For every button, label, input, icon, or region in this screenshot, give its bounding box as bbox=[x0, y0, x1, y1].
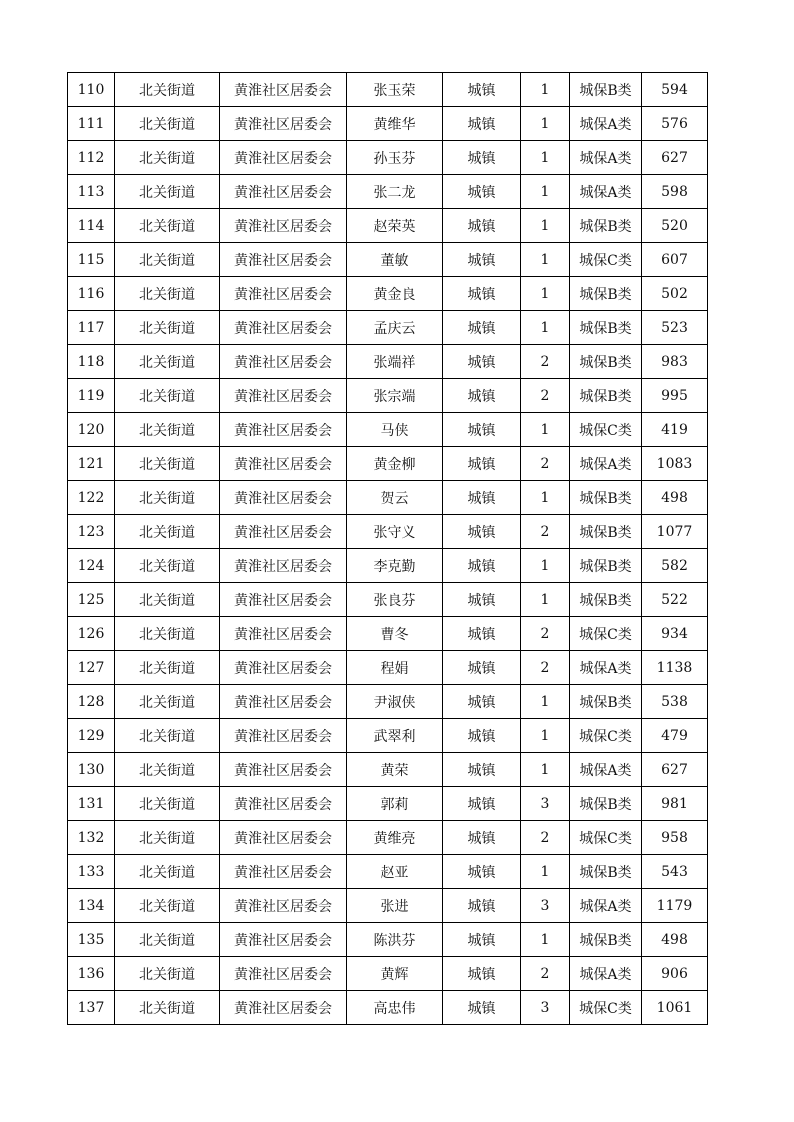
amount-cell: 983 bbox=[642, 345, 708, 379]
category-cell: 城保B类 bbox=[570, 73, 642, 107]
street-cell: 北关街道 bbox=[115, 617, 220, 651]
seq-cell: 120 bbox=[68, 413, 115, 447]
amount-cell: 576 bbox=[642, 107, 708, 141]
household-count-cell: 1 bbox=[521, 753, 570, 787]
committee-cell: 黄淮社区居委会 bbox=[220, 549, 347, 583]
area-cell: 城镇 bbox=[443, 685, 521, 719]
name-cell: 张守义 bbox=[347, 515, 443, 549]
table-row bbox=[68, 821, 708, 855]
committee-cell: 黄淮社区居委会 bbox=[220, 345, 347, 379]
amount-cell: 1138 bbox=[642, 651, 708, 685]
name-cell: 高忠伟 bbox=[347, 991, 443, 1025]
street-cell: 北关街道 bbox=[115, 583, 220, 617]
category-cell: 城保C类 bbox=[570, 413, 642, 447]
amount-cell: 981 bbox=[642, 787, 708, 821]
seq-cell: 114 bbox=[68, 209, 115, 243]
name-cell: 贺云 bbox=[347, 481, 443, 515]
street-cell: 北关街道 bbox=[115, 957, 220, 991]
street-cell: 北关街道 bbox=[115, 923, 220, 957]
committee-cell: 黄淮社区居委会 bbox=[220, 515, 347, 549]
table-row bbox=[68, 73, 708, 107]
name-cell: 张端祥 bbox=[347, 345, 443, 379]
name-cell: 张进 bbox=[347, 889, 443, 923]
household-count-cell: 2 bbox=[521, 617, 570, 651]
committee-cell: 黄淮社区居委会 bbox=[220, 991, 347, 1025]
area-cell: 城镇 bbox=[443, 991, 521, 1025]
street-cell: 北关街道 bbox=[115, 685, 220, 719]
committee-cell: 黄淮社区居委会 bbox=[220, 787, 347, 821]
household-count-cell: 1 bbox=[521, 243, 570, 277]
area-cell: 城镇 bbox=[443, 243, 521, 277]
street-cell: 北关街道 bbox=[115, 107, 220, 141]
household-count-cell: 1 bbox=[521, 141, 570, 175]
area-cell: 城镇 bbox=[443, 379, 521, 413]
data-table bbox=[67, 72, 708, 1025]
seq-cell: 136 bbox=[68, 957, 115, 991]
seq-cell: 112 bbox=[68, 141, 115, 175]
area-cell: 城镇 bbox=[443, 549, 521, 583]
amount-cell: 627 bbox=[642, 141, 708, 175]
committee-cell: 黄淮社区居委会 bbox=[220, 107, 347, 141]
area-cell: 城镇 bbox=[443, 481, 521, 515]
street-cell: 北关街道 bbox=[115, 719, 220, 753]
category-cell: 城保B类 bbox=[570, 515, 642, 549]
area-cell: 城镇 bbox=[443, 889, 521, 923]
category-cell: 城保A类 bbox=[570, 753, 642, 787]
amount-cell: 582 bbox=[642, 549, 708, 583]
seq-cell: 124 bbox=[68, 549, 115, 583]
amount-cell: 1061 bbox=[642, 991, 708, 1025]
category-cell: 城保C类 bbox=[570, 821, 642, 855]
table-row bbox=[68, 311, 708, 345]
household-count-cell: 1 bbox=[521, 413, 570, 447]
amount-cell: 479 bbox=[642, 719, 708, 753]
seq-cell: 119 bbox=[68, 379, 115, 413]
committee-cell: 黄淮社区居委会 bbox=[220, 73, 347, 107]
category-cell: 城保B类 bbox=[570, 345, 642, 379]
seq-cell: 135 bbox=[68, 923, 115, 957]
amount-cell: 607 bbox=[642, 243, 708, 277]
category-cell: 城保B类 bbox=[570, 277, 642, 311]
committee-cell: 黄淮社区居委会 bbox=[220, 651, 347, 685]
category-cell: 城保C类 bbox=[570, 719, 642, 753]
name-cell: 张玉荣 bbox=[347, 73, 443, 107]
area-cell: 城镇 bbox=[443, 311, 521, 345]
seq-cell: 132 bbox=[68, 821, 115, 855]
seq-cell: 137 bbox=[68, 991, 115, 1025]
area-cell: 城镇 bbox=[443, 957, 521, 991]
amount-cell: 502 bbox=[642, 277, 708, 311]
table-row bbox=[68, 345, 708, 379]
name-cell: 孙玉芬 bbox=[347, 141, 443, 175]
name-cell: 郭莉 bbox=[347, 787, 443, 821]
household-count-cell: 1 bbox=[521, 311, 570, 345]
committee-cell: 黄淮社区居委会 bbox=[220, 141, 347, 175]
seq-cell: 133 bbox=[68, 855, 115, 889]
table-row bbox=[68, 753, 708, 787]
table-row bbox=[68, 787, 708, 821]
table-row bbox=[68, 719, 708, 753]
street-cell: 北关街道 bbox=[115, 345, 220, 379]
street-cell: 北关街道 bbox=[115, 175, 220, 209]
category-cell: 城保B类 bbox=[570, 787, 642, 821]
name-cell: 黄荣 bbox=[347, 753, 443, 787]
seq-cell: 125 bbox=[68, 583, 115, 617]
category-cell: 城保C类 bbox=[570, 243, 642, 277]
category-cell: 城保A类 bbox=[570, 107, 642, 141]
household-count-cell: 2 bbox=[521, 957, 570, 991]
seq-cell: 113 bbox=[68, 175, 115, 209]
name-cell: 尹淑侠 bbox=[347, 685, 443, 719]
street-cell: 北关街道 bbox=[115, 311, 220, 345]
amount-cell: 1083 bbox=[642, 447, 708, 481]
amount-cell: 958 bbox=[642, 821, 708, 855]
category-cell: 城保B类 bbox=[570, 379, 642, 413]
name-cell: 武翠利 bbox=[347, 719, 443, 753]
street-cell: 北关街道 bbox=[115, 413, 220, 447]
committee-cell: 黄淮社区居委会 bbox=[220, 447, 347, 481]
committee-cell: 黄淮社区居委会 bbox=[220, 923, 347, 957]
table-row bbox=[68, 277, 708, 311]
amount-cell: 543 bbox=[642, 855, 708, 889]
name-cell: 赵荣英 bbox=[347, 209, 443, 243]
seq-cell: 110 bbox=[68, 73, 115, 107]
household-count-cell: 1 bbox=[521, 209, 570, 243]
committee-cell: 黄淮社区居委会 bbox=[220, 277, 347, 311]
table-row bbox=[68, 991, 708, 1025]
amount-cell: 627 bbox=[642, 753, 708, 787]
table-row bbox=[68, 617, 708, 651]
street-cell: 北关街道 bbox=[115, 141, 220, 175]
area-cell: 城镇 bbox=[443, 753, 521, 787]
amount-cell: 498 bbox=[642, 481, 708, 515]
seq-cell: 111 bbox=[68, 107, 115, 141]
street-cell: 北关街道 bbox=[115, 209, 220, 243]
table-row bbox=[68, 447, 708, 481]
committee-cell: 黄淮社区居委会 bbox=[220, 583, 347, 617]
street-cell: 北关街道 bbox=[115, 481, 220, 515]
name-cell: 陈洪芬 bbox=[347, 923, 443, 957]
area-cell: 城镇 bbox=[443, 73, 521, 107]
committee-cell: 黄淮社区居委会 bbox=[220, 175, 347, 209]
committee-cell: 黄淮社区居委会 bbox=[220, 855, 347, 889]
seq-cell: 129 bbox=[68, 719, 115, 753]
name-cell: 董敏 bbox=[347, 243, 443, 277]
committee-cell: 黄淮社区居委会 bbox=[220, 753, 347, 787]
household-count-cell: 1 bbox=[521, 855, 570, 889]
seq-cell: 128 bbox=[68, 685, 115, 719]
household-count-cell: 1 bbox=[521, 719, 570, 753]
table-row bbox=[68, 685, 708, 719]
area-cell: 城镇 bbox=[443, 515, 521, 549]
category-cell: 城保A类 bbox=[570, 957, 642, 991]
name-cell: 张宗端 bbox=[347, 379, 443, 413]
area-cell: 城镇 bbox=[443, 787, 521, 821]
household-count-cell: 2 bbox=[521, 821, 570, 855]
category-cell: 城保C类 bbox=[570, 991, 642, 1025]
amount-cell: 523 bbox=[642, 311, 708, 345]
category-cell: 城保B类 bbox=[570, 923, 642, 957]
area-cell: 城镇 bbox=[443, 413, 521, 447]
household-count-cell: 1 bbox=[521, 685, 570, 719]
table-row bbox=[68, 549, 708, 583]
household-count-cell: 2 bbox=[521, 447, 570, 481]
committee-cell: 黄淮社区居委会 bbox=[220, 379, 347, 413]
committee-cell: 黄淮社区居委会 bbox=[220, 209, 347, 243]
amount-cell: 906 bbox=[642, 957, 708, 991]
household-count-cell: 3 bbox=[521, 889, 570, 923]
street-cell: 北关街道 bbox=[115, 855, 220, 889]
seq-cell: 122 bbox=[68, 481, 115, 515]
household-count-cell: 1 bbox=[521, 175, 570, 209]
amount-cell: 419 bbox=[642, 413, 708, 447]
table-row bbox=[68, 209, 708, 243]
category-cell: 城保A类 bbox=[570, 141, 642, 175]
street-cell: 北关街道 bbox=[115, 379, 220, 413]
street-cell: 北关街道 bbox=[115, 447, 220, 481]
category-cell: 城保B类 bbox=[570, 549, 642, 583]
seq-cell: 131 bbox=[68, 787, 115, 821]
household-count-cell: 1 bbox=[521, 923, 570, 957]
committee-cell: 黄淮社区居委会 bbox=[220, 413, 347, 447]
street-cell: 北关街道 bbox=[115, 821, 220, 855]
street-cell: 北关街道 bbox=[115, 515, 220, 549]
seq-cell: 134 bbox=[68, 889, 115, 923]
committee-cell: 黄淮社区居委会 bbox=[220, 481, 347, 515]
amount-cell: 1077 bbox=[642, 515, 708, 549]
name-cell: 曹冬 bbox=[347, 617, 443, 651]
table-row bbox=[68, 957, 708, 991]
name-cell: 黄辉 bbox=[347, 957, 443, 991]
street-cell: 北关街道 bbox=[115, 753, 220, 787]
name-cell: 黄维亮 bbox=[347, 821, 443, 855]
street-cell: 北关街道 bbox=[115, 549, 220, 583]
household-count-cell: 2 bbox=[521, 515, 570, 549]
area-cell: 城镇 bbox=[443, 923, 521, 957]
street-cell: 北关街道 bbox=[115, 787, 220, 821]
street-cell: 北关街道 bbox=[115, 277, 220, 311]
seq-cell: 117 bbox=[68, 311, 115, 345]
household-count-cell: 2 bbox=[521, 651, 570, 685]
name-cell: 李克勤 bbox=[347, 549, 443, 583]
household-count-cell: 1 bbox=[521, 549, 570, 583]
table-row bbox=[68, 651, 708, 685]
household-count-cell: 3 bbox=[521, 787, 570, 821]
amount-cell: 522 bbox=[642, 583, 708, 617]
seq-cell: 121 bbox=[68, 447, 115, 481]
name-cell: 孟庆云 bbox=[347, 311, 443, 345]
amount-cell: 934 bbox=[642, 617, 708, 651]
table-row bbox=[68, 889, 708, 923]
household-count-cell: 1 bbox=[521, 481, 570, 515]
amount-cell: 598 bbox=[642, 175, 708, 209]
area-cell: 城镇 bbox=[443, 617, 521, 651]
area-cell: 城镇 bbox=[443, 583, 521, 617]
seq-cell: 130 bbox=[68, 753, 115, 787]
name-cell: 程娟 bbox=[347, 651, 443, 685]
committee-cell: 黄淮社区居委会 bbox=[220, 685, 347, 719]
seq-cell: 118 bbox=[68, 345, 115, 379]
name-cell: 黄金良 bbox=[347, 277, 443, 311]
street-cell: 北关街道 bbox=[115, 651, 220, 685]
name-cell: 马侠 bbox=[347, 413, 443, 447]
category-cell: 城保A类 bbox=[570, 447, 642, 481]
amount-cell: 498 bbox=[642, 923, 708, 957]
name-cell: 张良芬 bbox=[347, 583, 443, 617]
committee-cell: 黄淮社区居委会 bbox=[220, 243, 347, 277]
table-row bbox=[68, 141, 708, 175]
seq-cell: 127 bbox=[68, 651, 115, 685]
household-count-cell: 3 bbox=[521, 991, 570, 1025]
household-count-cell: 1 bbox=[521, 583, 570, 617]
table-body bbox=[68, 73, 708, 1025]
street-cell: 北关街道 bbox=[115, 73, 220, 107]
amount-cell: 995 bbox=[642, 379, 708, 413]
committee-cell: 黄淮社区居委会 bbox=[220, 821, 347, 855]
category-cell: 城保A类 bbox=[570, 889, 642, 923]
area-cell: 城镇 bbox=[443, 821, 521, 855]
area-cell: 城镇 bbox=[443, 719, 521, 753]
table-row bbox=[68, 515, 708, 549]
committee-cell: 黄淮社区居委会 bbox=[220, 957, 347, 991]
area-cell: 城镇 bbox=[443, 447, 521, 481]
seq-cell: 126 bbox=[68, 617, 115, 651]
street-cell: 北关街道 bbox=[115, 889, 220, 923]
table-row bbox=[68, 413, 708, 447]
street-cell: 北关街道 bbox=[115, 243, 220, 277]
table-row bbox=[68, 855, 708, 889]
table-row bbox=[68, 481, 708, 515]
amount-cell: 520 bbox=[642, 209, 708, 243]
amount-cell: 594 bbox=[642, 73, 708, 107]
household-count-cell: 2 bbox=[521, 379, 570, 413]
category-cell: 城保B类 bbox=[570, 209, 642, 243]
category-cell: 城保A类 bbox=[570, 651, 642, 685]
amount-cell: 1179 bbox=[642, 889, 708, 923]
table-row bbox=[68, 379, 708, 413]
household-count-cell: 1 bbox=[521, 73, 570, 107]
household-count-cell: 1 bbox=[521, 277, 570, 311]
area-cell: 城镇 bbox=[443, 209, 521, 243]
amount-cell: 538 bbox=[642, 685, 708, 719]
area-cell: 城镇 bbox=[443, 855, 521, 889]
area-cell: 城镇 bbox=[443, 175, 521, 209]
seq-cell: 123 bbox=[68, 515, 115, 549]
table-row bbox=[68, 175, 708, 209]
category-cell: 城保A类 bbox=[570, 175, 642, 209]
household-count-cell: 1 bbox=[521, 107, 570, 141]
table-row bbox=[68, 243, 708, 277]
category-cell: 城保B类 bbox=[570, 481, 642, 515]
area-cell: 城镇 bbox=[443, 107, 521, 141]
table-row bbox=[68, 923, 708, 957]
name-cell: 赵亚 bbox=[347, 855, 443, 889]
category-cell: 城保B类 bbox=[570, 311, 642, 345]
category-cell: 城保B类 bbox=[570, 685, 642, 719]
name-cell: 黄维华 bbox=[347, 107, 443, 141]
area-cell: 城镇 bbox=[443, 277, 521, 311]
seq-cell: 115 bbox=[68, 243, 115, 277]
committee-cell: 黄淮社区居委会 bbox=[220, 719, 347, 753]
name-cell: 黄金柳 bbox=[347, 447, 443, 481]
category-cell: 城保B类 bbox=[570, 855, 642, 889]
seq-cell: 116 bbox=[68, 277, 115, 311]
table-row bbox=[68, 107, 708, 141]
committee-cell: 黄淮社区居委会 bbox=[220, 889, 347, 923]
street-cell: 北关街道 bbox=[115, 991, 220, 1025]
area-cell: 城镇 bbox=[443, 345, 521, 379]
table-row bbox=[68, 583, 708, 617]
area-cell: 城镇 bbox=[443, 651, 521, 685]
name-cell: 张二龙 bbox=[347, 175, 443, 209]
committee-cell: 黄淮社区居委会 bbox=[220, 617, 347, 651]
household-count-cell: 2 bbox=[521, 345, 570, 379]
category-cell: 城保B类 bbox=[570, 583, 642, 617]
area-cell: 城镇 bbox=[443, 141, 521, 175]
category-cell: 城保C类 bbox=[570, 617, 642, 651]
committee-cell: 黄淮社区居委会 bbox=[220, 311, 347, 345]
